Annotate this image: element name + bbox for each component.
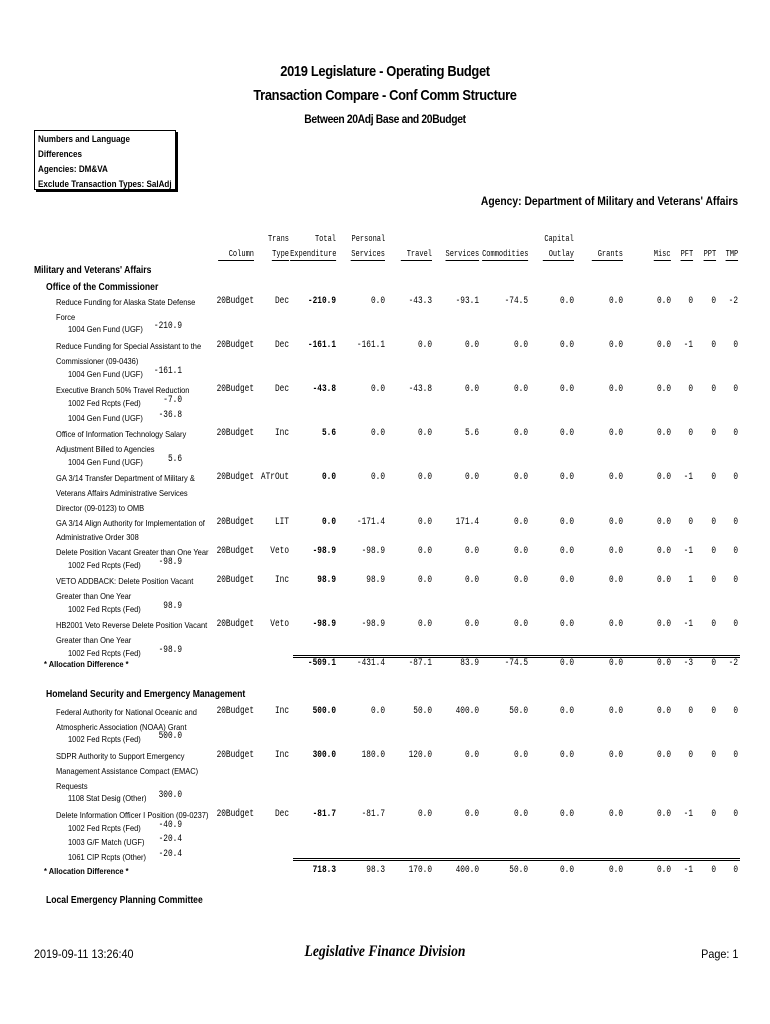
transaction-description: Director (09-0123) to OMB [56, 502, 145, 513]
fund-amount: -98.9 [158, 644, 182, 656]
cell-co: 0.0 [559, 472, 574, 484]
cell-mi: 0.0 [656, 575, 671, 587]
cell-tmp: -2 [728, 658, 738, 669]
fund-amount: 300.0 [158, 790, 182, 802]
cell-ppt: 0 [711, 706, 716, 717]
cell-mi: 0.0 [656, 384, 671, 396]
cell-cm: 0.0 [513, 750, 528, 762]
cell-sv: 400.0 [455, 865, 479, 876]
cell-sv: 171.4 [455, 516, 479, 528]
cell-col: 20Budget [216, 706, 254, 717]
cell-tmp: 0 [733, 384, 738, 396]
cell-co: 0.0 [559, 619, 574, 631]
transaction-description: Commissioner (09-0436) [56, 355, 139, 366]
cell-sv: -93.1 [455, 296, 479, 307]
cell-tmp: 0 [733, 706, 738, 717]
cell-tr: -43.3 [408, 296, 432, 307]
allocation-name: Local Emergency Planning Committee [46, 895, 203, 906]
cell-pft: -1 [683, 340, 693, 352]
fund-source: 1002 Fed Rcpts (Fed) [68, 822, 141, 833]
fund-source: 1108 Stat Desig (Other) [68, 793, 147, 804]
cell-pft: 0 [688, 516, 693, 528]
cell-ps: 0.0 [370, 428, 385, 440]
cell-total: 0.0 [321, 516, 336, 528]
cell-ps: 98.3 [366, 865, 385, 876]
cell-ps: -81.7 [361, 808, 385, 820]
cell-gr: 0.0 [608, 619, 623, 631]
cell-col: 20Budget [216, 575, 254, 587]
cell-tr: 0.0 [417, 516, 432, 528]
cell-ppt: 0 [711, 472, 716, 484]
cell-tmp: 0 [733, 575, 738, 587]
cell-sv: 83.9 [460, 658, 479, 669]
cell-tr: 120.0 [408, 750, 432, 762]
cell-ps: -161.1 [356, 340, 385, 352]
filter-box [34, 130, 176, 190]
fund-amount: -36.8 [158, 409, 182, 421]
cell-cm: 0.0 [513, 808, 528, 820]
cell-col: 20Budget [216, 384, 254, 396]
cell-tmp: 0 [733, 340, 738, 352]
fund-amount: -161.1 [153, 365, 182, 377]
cell-total: 500.0 [312, 706, 336, 717]
cell-pft: 1 [688, 575, 693, 587]
header-grants: Grants [592, 248, 623, 261]
cell-ps: 0.0 [370, 296, 385, 307]
header-column: Column [218, 248, 254, 261]
cell-cm: 50.0 [509, 706, 528, 717]
transaction-description: Atmospheric Association (NOAA) Grant [56, 721, 187, 732]
fund-amount: 5.6 [167, 453, 182, 465]
cell-gr: 0.0 [608, 658, 623, 669]
cell-tr: 0.0 [417, 575, 432, 587]
cell-sv: 5.6 [464, 428, 479, 440]
fund-source: 1004 Gen Fund (UGF) [68, 412, 143, 423]
transaction-description: Force [56, 311, 76, 322]
report-subtitle: Transaction Compare - Conf Comm Structure [253, 87, 517, 104]
header-services: Services [445, 249, 479, 259]
header-tmp: TMP [725, 249, 738, 259]
fund-amount: -20.4 [158, 849, 182, 860]
cell-tmp: 0 [733, 472, 738, 484]
cell-type: Inc [274, 706, 289, 717]
cell-mi: 0.0 [656, 340, 671, 352]
cell-mi: 0.0 [656, 750, 671, 762]
cell-ppt: 0 [711, 619, 716, 631]
cell-gr: 0.0 [608, 750, 623, 762]
cell-co: 0.0 [559, 750, 574, 762]
cell-pft: 0 [688, 384, 693, 396]
cell-co: 0.0 [559, 516, 574, 528]
transaction-description: Requests [56, 780, 88, 791]
cell-pft: -1 [683, 619, 693, 631]
header-ppt: PPT [703, 249, 716, 259]
cell-total: -210.9 [307, 296, 336, 307]
fund-source: 1002 Fed Rcpts (Fed) [68, 603, 141, 614]
cell-total: 98.9 [317, 575, 336, 587]
cell-gr: 0.0 [608, 472, 623, 484]
allocation-name: Office of the Commissioner [46, 282, 159, 293]
cell-col: 20Budget [216, 545, 254, 557]
allocation-difference-label: * Allocation Difference * [44, 659, 129, 669]
cell-cm: 0.0 [513, 575, 528, 587]
cell-pft: 0 [688, 428, 693, 440]
cell-ppt: 0 [711, 865, 716, 876]
agency-name: Agency: Department of Military and Veterans' Affairs [480, 194, 738, 208]
cell-mi: 0.0 [656, 516, 671, 528]
cell-pft: 0 [688, 706, 693, 717]
cell-ppt: 0 [711, 575, 716, 587]
cell-co: 0.0 [559, 706, 574, 717]
cell-tmp: 0 [733, 545, 738, 557]
transaction-description: Delete Information Officer I Position (09-0237) [56, 809, 209, 820]
cell-mi: 0.0 [656, 472, 671, 484]
transaction-description: SDPR Authority to Support Emergency [56, 751, 185, 762]
transaction-description: Management Assistance Compact (EMAC) [56, 765, 199, 776]
cell-gr: 0.0 [608, 706, 623, 717]
fund-source: 1002 Fed Rcpts (Fed) [68, 559, 141, 570]
cell-col: 20Budget [216, 808, 254, 820]
header-trans: Type [272, 249, 289, 259]
cell-gr: 0.0 [608, 516, 623, 528]
transaction-description: HB2001 Veto Reverse Delete Position Vacant [56, 620, 208, 631]
cell-tmp: 0 [733, 619, 738, 631]
cell-tmp: 0 [733, 750, 738, 762]
report-comparison: Between 20Adj Base and 20Budget [304, 112, 466, 126]
transaction-description: Federal Authority for National Oceanic and [56, 707, 197, 717]
footer-division: Legislative Finance Division [304, 943, 466, 960]
cell-col: 20Budget [216, 619, 254, 631]
fund-source: 1061 CIP Rcpts (Other) [68, 852, 147, 862]
cell-sv: 0.0 [464, 575, 479, 587]
cell-ppt: 0 [711, 340, 716, 352]
cell-total: 718.3 [312, 865, 336, 876]
cell-tr: 0.0 [417, 428, 432, 440]
allocation-difference-label: * Allocation Difference * [44, 866, 129, 876]
cell-cm: 0.0 [513, 428, 528, 440]
fund-source: 1002 Fed Rcpts (Fed) [68, 734, 141, 745]
cell-type: Inc [274, 750, 289, 762]
cell-ppt: 0 [711, 750, 716, 762]
cell-co: 0.0 [559, 296, 574, 307]
cell-ppt: 0 [711, 658, 716, 669]
cell-col: 20Budget [216, 516, 254, 528]
header-total: Expenditure [289, 249, 336, 259]
cell-total: 5.6 [321, 428, 336, 440]
cell-total: -43.8 [312, 384, 336, 396]
filter-line: Exclude Transaction Types: SalAdj [38, 179, 172, 190]
cell-total: -509.1 [307, 658, 336, 669]
transaction-description: GA 3/14 Align Authority for Implementation of [56, 517, 205, 528]
header-trans: Trans [267, 234, 289, 244]
header-misc: Misc [654, 249, 671, 259]
cell-sv: 0.0 [464, 472, 479, 484]
cell-ps: 0.0 [370, 472, 385, 484]
cell-gr: 0.0 [608, 428, 623, 440]
cell-total: -81.7 [312, 808, 336, 820]
cell-mi: 0.0 [656, 296, 671, 307]
cell-tmp: 0 [733, 865, 738, 876]
cell-gr: 0.0 [608, 865, 623, 876]
cell-sv: 0.0 [464, 545, 479, 557]
header-personal: Personal [351, 234, 385, 244]
cell-type: Dec [274, 296, 289, 307]
cell-ps: 0.0 [370, 706, 385, 717]
cell-col: 20Budget [216, 472, 254, 484]
cell-co: 0.0 [559, 808, 574, 820]
cell-sv: 0.0 [464, 340, 479, 352]
cell-col: 20Budget [216, 340, 254, 352]
cell-pft: 0 [688, 750, 693, 762]
cell-co: 0.0 [559, 865, 574, 876]
cell-cm: -74.5 [504, 296, 528, 307]
cell-type: ATrOut [260, 472, 289, 484]
cell-type: Dec [274, 384, 289, 396]
allocation-name: Homeland Security and Emergency Management [46, 689, 246, 700]
cell-cm: -74.5 [504, 658, 528, 669]
cell-ps: 180.0 [361, 750, 385, 762]
cell-type: Inc [274, 575, 289, 587]
cell-cm: 0.0 [513, 384, 528, 396]
cell-gr: 0.0 [608, 808, 623, 820]
cell-tr: 50.0 [413, 706, 432, 717]
header-total: Total [314, 234, 336, 244]
transaction-description: Administrative Order 308 [56, 532, 139, 543]
cell-ppt: 0 [711, 384, 716, 396]
cell-total: -161.1 [307, 340, 336, 352]
fund-source: 1004 Gen Fund (UGF) [68, 456, 143, 467]
cell-co: 0.0 [559, 575, 574, 587]
cell-gr: 0.0 [608, 384, 623, 396]
cell-cm: 0.0 [513, 472, 528, 484]
cell-pft: -1 [683, 865, 693, 876]
cell-mi: 0.0 [656, 428, 671, 440]
filter-line: Numbers and Language [38, 134, 130, 145]
header-commodities: Commodities [481, 249, 528, 259]
transaction-description: VETO ADDBACK: Delete Position Vacant [56, 576, 194, 587]
cell-ps: -171.4 [356, 516, 385, 528]
transaction-description: Greater than One Year [56, 635, 132, 646]
filter-line: Differences [38, 149, 82, 160]
transaction-description: Reduce Funding for Special Assistant to the [56, 341, 202, 352]
cell-mi: 0.0 [656, 545, 671, 557]
cell-ps: -431.4 [356, 658, 385, 669]
cell-pft: -1 [683, 545, 693, 557]
cell-co: 0.0 [559, 545, 574, 557]
cell-co: 0.0 [559, 340, 574, 352]
cell-sv: 0.0 [464, 750, 479, 762]
cell-col: 20Budget [216, 296, 254, 307]
transaction-description: GA 3/14 Transfer Department of Military & [56, 473, 195, 484]
appropriation-name: Military and Veterans' Affairs [34, 265, 152, 276]
cell-sv: 0.0 [464, 619, 479, 631]
cell-cm: 50.0 [509, 865, 528, 876]
cell-pft: -1 [683, 808, 693, 820]
cell-total: -98.9 [312, 545, 336, 557]
cell-tmp: 0 [733, 516, 738, 528]
cell-type: Veto [270, 619, 289, 631]
header-personal: Services [351, 249, 385, 259]
fund-amount: 98.9 [163, 600, 182, 612]
fund-amount: -7.0 [163, 394, 182, 406]
cell-ppt: 0 [711, 808, 716, 820]
cell-col: 20Budget [216, 428, 254, 440]
fund-amount: -40.9 [158, 819, 182, 831]
fund-amount: -20.4 [158, 834, 182, 846]
cell-co: 0.0 [559, 658, 574, 669]
cell-ppt: 0 [711, 516, 716, 528]
cell-ps: -98.9 [361, 619, 385, 631]
cell-tmp: 0 [733, 428, 738, 440]
cell-pft: 0 [688, 296, 693, 307]
header-capital: Outlay [543, 248, 574, 261]
header-travel: Travel [401, 248, 432, 261]
cell-ps: 0.0 [370, 384, 385, 396]
cell-co: 0.0 [559, 384, 574, 396]
transaction-description: Reduce Funding for Alaska State Defense [56, 297, 196, 307]
cell-tr: 0.0 [417, 340, 432, 352]
fund-source: 1003 G/F Match (UGF) [68, 837, 145, 848]
transaction-description: Greater than One Year [56, 591, 132, 601]
cell-gr: 0.0 [608, 340, 623, 352]
fund-source: 1004 Gen Fund (UGF) [68, 368, 143, 379]
cell-col: 20Budget [216, 750, 254, 762]
cell-total: 300.0 [312, 750, 336, 762]
total-separator [293, 858, 740, 861]
cell-sv: 0.0 [464, 808, 479, 820]
fund-source: 1004 Gen Fund (UGF) [68, 324, 143, 335]
cell-tr: 0.0 [417, 808, 432, 820]
cell-ps: 98.9 [366, 575, 385, 587]
report-title: 2019 Legislature - Operating Budget [280, 63, 490, 80]
fund-amount: 500.0 [158, 731, 182, 743]
cell-tr: 0.0 [417, 472, 432, 484]
cell-cm: 0.0 [513, 545, 528, 557]
transaction-description: Office of Information Technology Salary [56, 429, 187, 440]
cell-tr: -43.8 [408, 384, 432, 396]
filter-line: Agencies: DM&VA [38, 164, 108, 175]
cell-cm: 0.0 [513, 340, 528, 352]
cell-mi: 0.0 [656, 808, 671, 820]
fund-source: 1002 Fed Rcpts (Fed) [68, 647, 141, 658]
cell-pft: -3 [683, 658, 693, 669]
cell-pft: -1 [683, 472, 693, 484]
transaction-description: Veterans Affairs Administrative Services [56, 488, 188, 499]
cell-tmp: 0 [733, 808, 738, 820]
cell-tr: 0.0 [417, 545, 432, 557]
cell-type: Dec [274, 808, 289, 820]
cell-sv: 400.0 [455, 706, 479, 717]
cell-type: Dec [274, 340, 289, 352]
cell-mi: 0.0 [656, 865, 671, 876]
fund-amount: -210.9 [153, 321, 182, 333]
footer-timestamp: 2019-09-11 13:26:40 [34, 947, 134, 961]
cell-mi: 0.0 [656, 706, 671, 717]
cell-tr: -87.1 [408, 658, 432, 669]
cell-sv: 0.0 [464, 384, 479, 396]
transaction-description: Delete Position Vacant Greater than One Year [56, 546, 209, 557]
cell-ppt: 0 [711, 428, 716, 440]
cell-mi: 0.0 [656, 658, 671, 669]
cell-cm: 0.0 [513, 516, 528, 528]
header-pft: PFT [680, 249, 693, 259]
cell-ppt: 0 [711, 296, 716, 307]
header-capital: Capital [544, 234, 574, 244]
cell-ppt: 0 [711, 545, 716, 557]
cell-gr: 0.0 [608, 575, 623, 587]
cell-type: LIT [274, 516, 289, 528]
cell-type: Inc [274, 428, 289, 440]
cell-gr: 0.0 [608, 545, 623, 557]
cell-mi: 0.0 [656, 619, 671, 631]
cell-tmp: -2 [728, 296, 738, 307]
cell-tr: 170.0 [408, 865, 432, 876]
transaction-description: Adjustment Billed to Agencies [56, 444, 155, 454]
footer-page-number: Page: 1 [700, 947, 738, 961]
cell-gr: 0.0 [608, 296, 623, 307]
cell-tr: 0.0 [417, 619, 432, 631]
cell-ps: -98.9 [361, 545, 385, 557]
cell-cm: 0.0 [513, 619, 528, 631]
transaction-description: Executive Branch 50% Travel Reduction [56, 385, 190, 396]
fund-amount: -98.9 [158, 556, 182, 568]
cell-co: 0.0 [559, 428, 574, 440]
cell-total: 0.0 [321, 472, 336, 484]
cell-total: -98.9 [312, 619, 336, 631]
cell-type: Veto [270, 545, 289, 557]
fund-source: 1002 Fed Rcpts (Fed) [68, 397, 141, 408]
